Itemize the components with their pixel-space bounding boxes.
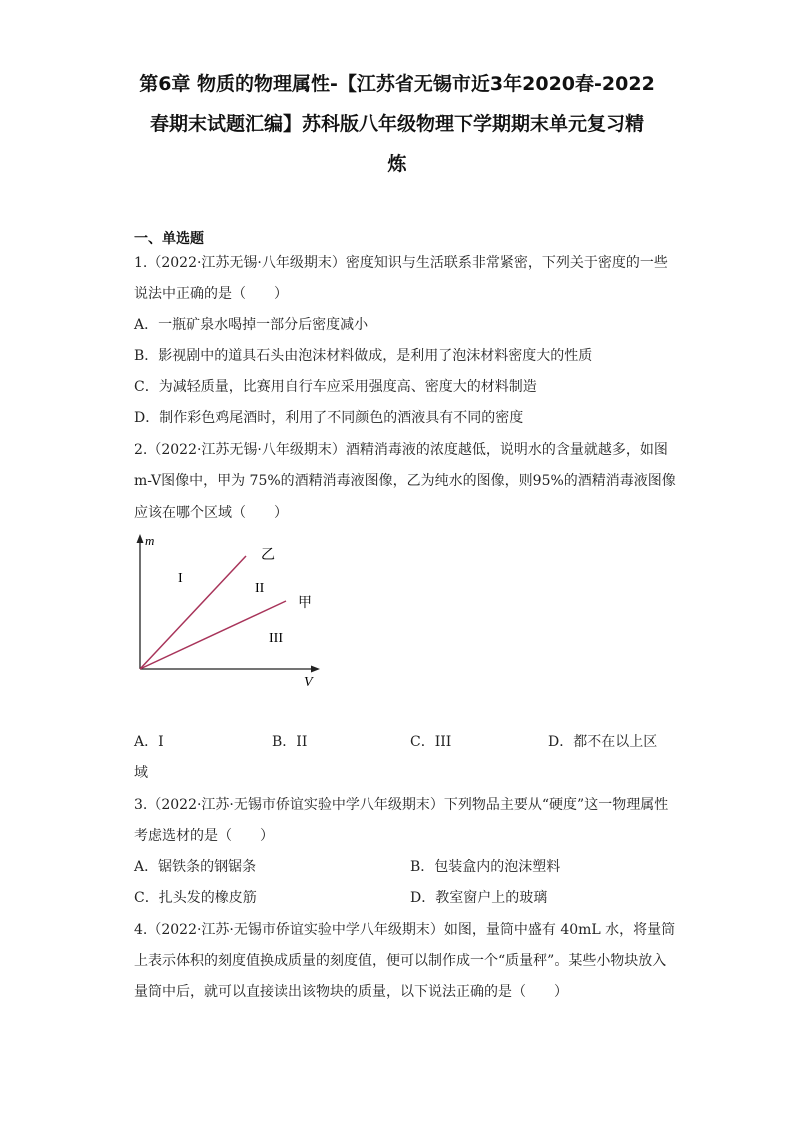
q2-stem-line-1: 2.（2022·江苏无锡·八年级期末）酒精消毒液的浓度越低，说明水的含量就越多，如图	[134, 442, 668, 458]
title-line-2: 春期末试题汇编】苏科版八年级物理下学期期末单元复习精	[149, 113, 644, 135]
line-yi-label: 乙	[261, 548, 275, 563]
q2-option-d: D．都不在以上区	[548, 734, 658, 750]
q4-stem-line-2: 上表示体积的刻度值换成质量的刻度值，便可以制作成一个“质量秤”。某些小物块放入	[134, 953, 667, 969]
line-jia-label: 甲	[298, 596, 312, 611]
q1-option-d: D．制作彩色鸡尾酒时，利用了不同颜色的酒液具有不同的密度	[134, 410, 524, 426]
q2-stem-line-2: m-V图像中，甲为 75%的酒精消毒液图像，乙为纯水的图像，则95%的酒精消毒液图像	[134, 473, 676, 489]
line-jia-75-percent	[140, 601, 286, 669]
x-axis-arrow	[311, 666, 320, 673]
x-axis-label: V	[304, 675, 313, 690]
q3-stem-line-2: 考虑选材的是（ ）	[134, 828, 274, 844]
region-2-label: II	[255, 581, 265, 596]
q4-stem-line-3: 量筒中后，就可以直接读出该物块的质量，以下说法正确的是（ ）	[134, 984, 568, 1000]
q2-option-c: C．III	[410, 734, 452, 750]
q3-stem-line-1: 3.（2022·江苏·无锡市侨谊实验中学八年级期末）下列物品主要从“硬度”这一物理属性	[134, 797, 669, 813]
q2-option-b: B．II	[272, 734, 308, 750]
q2-option-a: A．I	[134, 734, 164, 750]
region-3-label: III	[269, 631, 283, 646]
section-heading: 一、单选题	[134, 231, 204, 247]
line-yi-pure-water	[140, 556, 246, 669]
q3-option-b: B．包装盒内的泡沫塑料	[410, 859, 561, 875]
q3-option-c: C．扎头发的橡皮筋	[134, 890, 257, 906]
title-line-1: 第6章 物质的物理属性-【江苏省无锡市近3年2020春-2022	[139, 73, 655, 95]
q1-option-a: A．一瓶矿泉水喝掉一部分后密度减小	[134, 317, 369, 333]
document-title	[118, 64, 676, 184]
q3-option-a: A．锯铁条的钢锯条	[134, 859, 257, 875]
q3-option-d: D．教室窗户上的玻璃	[410, 890, 548, 906]
q1-option-b: B．影视剧中的道具石头由泡沫材料做成，是利用了泡沫材料密度大的性质	[134, 348, 593, 364]
y-axis-label: m	[145, 533, 155, 548]
q2-stem-line-3: 应该在哪个区域（ ）	[134, 505, 288, 521]
q4-stem-line-1: 4.（2022·江苏·无锡市侨谊实验中学八年级期末）如图，量筒中盛有 40mL 水，将量筒	[134, 922, 676, 938]
q1-option-c: C．为减轻质量，比赛用自行车应采用强度高、密度大的材料制造	[134, 379, 537, 395]
region-1-label: I	[178, 571, 183, 586]
q1-stem-line-1: 1.（2022·江苏无锡·八年级期末）密度知识与生活联系非常紧密，下列关于密度的一些	[134, 255, 668, 271]
q2-option-d-continued: 域	[134, 765, 148, 781]
m-v-graph	[128, 528, 328, 690]
y-axis-arrow	[137, 534, 144, 543]
q1-stem-line-2: 说法中正确的是（ ）	[134, 286, 288, 302]
title-line-3: 炼	[387, 153, 407, 175]
